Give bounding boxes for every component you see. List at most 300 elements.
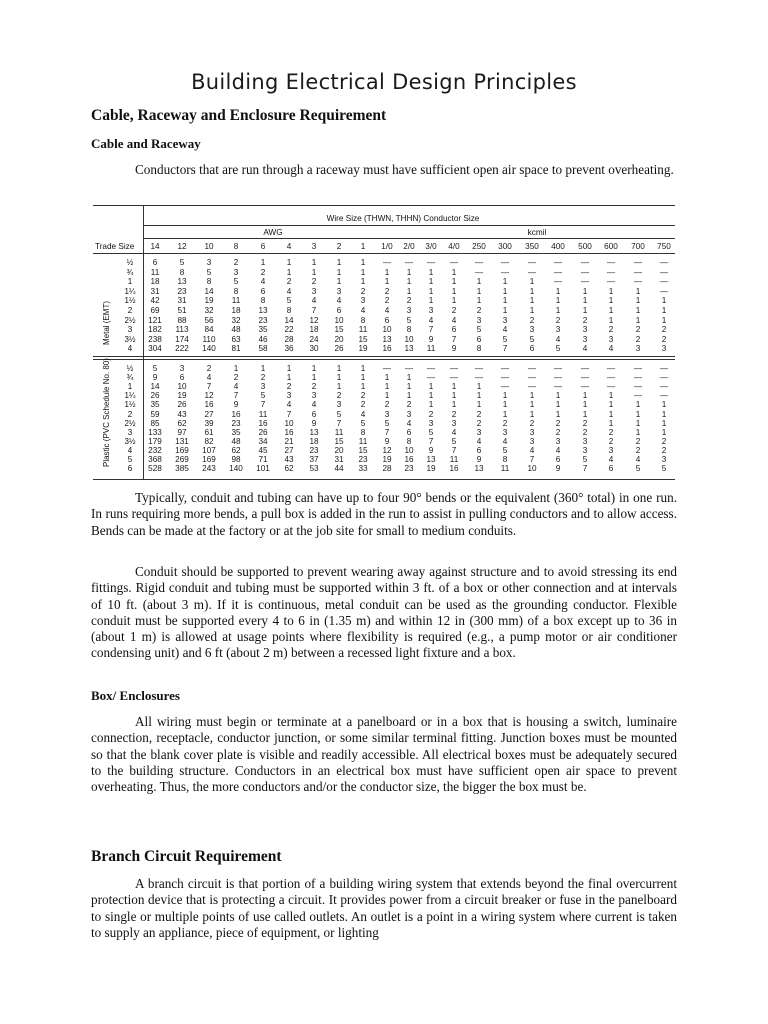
table-cell: 1 <box>635 296 641 306</box>
trade-size: ¾ <box>126 267 134 277</box>
table-cell: 62 <box>231 445 241 455</box>
table-cell: 7 <box>428 325 434 335</box>
table-cell: 4 <box>608 455 614 464</box>
trade-size: 6 <box>127 464 133 474</box>
table-cell: 4 <box>502 436 508 446</box>
table-cell: 13 <box>404 344 414 354</box>
table-cell: 15 <box>334 325 344 335</box>
table-cell: 2 <box>384 286 390 296</box>
table-cell: 1 <box>476 382 482 392</box>
table-cell: 1 <box>635 409 641 419</box>
table-cell: 1 <box>635 400 641 410</box>
table-cell: 23 <box>177 286 187 296</box>
table-cell: 2 <box>661 445 667 455</box>
table-cell: 27 <box>204 409 214 419</box>
table-cell: 3 <box>582 334 588 344</box>
table-cell: 1 <box>311 364 317 373</box>
table-cell: — <box>426 258 436 267</box>
table-cell: — <box>426 373 436 383</box>
table-cell: 6 <box>529 344 535 354</box>
table-cell: 3 <box>311 391 317 401</box>
table-cell: 1 <box>476 277 482 287</box>
table-cell: 23 <box>231 418 241 428</box>
table-cell: 19 <box>177 391 187 401</box>
table-cell: 1 <box>608 400 614 410</box>
table-cell: 13 <box>474 464 484 474</box>
table-cell: 88 <box>177 315 187 325</box>
table-cell: 19 <box>426 464 436 474</box>
table-cell: — <box>659 391 669 401</box>
table-cell: 1 <box>476 296 482 306</box>
table-cell: 48 <box>231 436 241 446</box>
table-cell: 232 <box>148 445 162 455</box>
table-cell: 16 <box>382 344 392 354</box>
table-cell: 133 <box>148 427 162 437</box>
table-cell: 9 <box>384 436 390 446</box>
table-cell: 32 <box>231 315 241 325</box>
table-cell: 1 <box>451 267 457 277</box>
table-cell: 6 <box>555 455 561 464</box>
table-cell: 1 <box>476 286 482 296</box>
table-cell: 4 <box>336 296 342 306</box>
table-cell: 6 <box>476 445 482 455</box>
table-cell: 1 <box>608 286 614 296</box>
table-cell: 5 <box>582 455 588 464</box>
table-cell: 238 <box>148 334 162 344</box>
table-cell: 1 <box>286 373 292 383</box>
table-cell: 5 <box>451 436 457 446</box>
table-cell: 6 <box>608 464 614 474</box>
table-cell: 5 <box>336 409 342 419</box>
table-cell: 3 <box>661 344 667 354</box>
table-cell: — <box>500 382 510 392</box>
table-cell: 85 <box>150 418 160 428</box>
table-cell: 27 <box>284 445 294 455</box>
table-cell: 2 <box>360 400 366 410</box>
table-cell: — <box>633 277 643 287</box>
table-cell: 22 <box>284 325 294 335</box>
table-cell: 1 <box>360 373 366 383</box>
table-cell: — <box>659 267 669 277</box>
table-cell: 304 <box>148 344 162 354</box>
table-section-divider <box>143 205 144 480</box>
table-cell: 4 <box>286 400 292 410</box>
table-cell: 4 <box>428 315 434 325</box>
table-cell: 2 <box>582 418 588 428</box>
table-cell: 9 <box>428 445 434 455</box>
table-cell: 33 <box>358 464 368 474</box>
trade-size: 2½ <box>124 418 136 428</box>
table-cell: 43 <box>177 409 187 419</box>
table-cell: 8 <box>360 315 366 325</box>
table-cell: — <box>474 364 484 373</box>
table-cell: 2 <box>661 325 667 335</box>
table-cell: 16 <box>231 409 241 419</box>
table-cell: 11 <box>358 325 368 335</box>
table-cell: 1 <box>502 306 508 315</box>
table-cell: 8 <box>502 455 508 464</box>
table-cell: 10 <box>404 334 414 344</box>
table-cell: 3 <box>502 427 508 437</box>
subsection-heading-box-enclosures: Box/ Enclosures <box>91 688 180 703</box>
trade-size: 3½ <box>124 334 136 344</box>
table-cell: 1 <box>555 409 561 419</box>
table-cell: 3 <box>406 306 412 315</box>
paragraph-raceway-airspace: Conductors that are run through a raceway must have sufficient open air space to prevent overheating. <box>135 162 674 177</box>
kcmil-label: kcmil <box>527 228 547 237</box>
table-cell: 82 <box>204 436 214 446</box>
table-cell: 1 <box>286 267 292 277</box>
table-cell: 1 <box>260 258 266 267</box>
table-cell: 1 <box>502 409 508 419</box>
table-cell: — <box>633 382 643 392</box>
table-cell: 26 <box>334 344 344 354</box>
table-cell: 37 <box>309 455 319 464</box>
table-cell: 30 <box>309 344 319 354</box>
table-cell: 8 <box>206 277 212 287</box>
table-cell: 7 <box>336 418 342 428</box>
table-cell: 18 <box>150 277 160 287</box>
table-cell: 5 <box>286 296 292 306</box>
table-cell: 98 <box>231 455 241 464</box>
table-cell: 16 <box>449 464 459 474</box>
table-cell: 16 <box>204 400 214 410</box>
table-cell: 2 <box>476 306 482 315</box>
table-cell: 113 <box>175 325 189 335</box>
table-cell: 1 <box>502 400 508 410</box>
table-cell: 12 <box>309 315 319 325</box>
table-cell: 13 <box>426 455 436 464</box>
table-cell: — <box>606 258 616 267</box>
table-cell: 8 <box>179 267 185 277</box>
table-cell: — <box>527 373 537 383</box>
column-header: 14 <box>150 242 160 251</box>
table-cell: 3 <box>476 315 482 325</box>
table-cell: 8 <box>406 325 412 335</box>
table-cell: 1 <box>608 409 614 419</box>
table-cell: 36 <box>284 344 294 354</box>
table-cell: 1 <box>582 306 588 315</box>
table-cell: 31 <box>177 296 187 306</box>
trade-size: 1¼ <box>124 286 136 296</box>
table-cell: 7 <box>502 344 508 354</box>
column-header: 250 <box>472 242 486 251</box>
table-cell: 2 <box>476 418 482 428</box>
table-cell: 2 <box>406 296 412 306</box>
table-cell: 1 <box>311 373 317 383</box>
table-cell: 1 <box>336 267 342 277</box>
table-cell: 20 <box>334 445 344 455</box>
table-cell: 3 <box>311 286 317 296</box>
table-cell: 59 <box>150 409 160 419</box>
table-cell: 3 <box>451 418 457 428</box>
table-top-rule <box>93 205 675 206</box>
table-cell: 9 <box>555 464 561 474</box>
table-cell: 1 <box>451 400 457 410</box>
table-cell: 6 <box>406 427 412 437</box>
conduit-fill-table <box>93 205 675 480</box>
table-cell: 368 <box>148 455 162 464</box>
table-cell: 4 <box>406 418 412 428</box>
table-cell: 3 <box>179 364 185 373</box>
table-cell: — <box>580 364 590 373</box>
table-cell: 6 <box>260 286 266 296</box>
table-cell: 7 <box>260 400 266 410</box>
table-cell: 1 <box>661 296 667 306</box>
table-cell: 1 <box>582 409 588 419</box>
table-cell: 1 <box>451 286 457 296</box>
trade-size: ½ <box>126 364 134 373</box>
table-cell: 2 <box>451 306 457 315</box>
trade-size: ¾ <box>126 373 134 383</box>
table-cell: 4 <box>502 325 508 335</box>
table-cell: 2 <box>451 409 457 419</box>
table-cell: 3 <box>336 286 342 296</box>
table-cell: — <box>659 258 669 267</box>
table-cell: — <box>500 364 510 373</box>
table-cell: — <box>382 258 392 267</box>
table-cell: 1 <box>529 306 535 315</box>
table-cell: 8 <box>260 296 266 306</box>
table-cell: — <box>580 258 590 267</box>
table-cell: 61 <box>204 427 214 437</box>
table-cell: 5 <box>635 464 641 474</box>
table-cell: 4 <box>260 277 266 287</box>
table-cell: 1 <box>286 364 292 373</box>
table-cell: 35 <box>231 427 241 437</box>
table-cell: 7 <box>311 306 317 315</box>
table-cell: 1 <box>406 286 412 296</box>
table-cell: 2 <box>206 364 212 373</box>
column-header: 750 <box>657 242 671 251</box>
table-cell: 1 <box>529 277 535 287</box>
table-cell: — <box>659 373 669 383</box>
table-cell: 1 <box>555 306 561 315</box>
table-cell: 8 <box>406 436 412 446</box>
column-header: 700 <box>631 242 645 251</box>
table-header-rule <box>143 225 675 226</box>
table-cell: 69 <box>150 306 160 315</box>
table-cell: 2 <box>661 436 667 446</box>
table-cell: 3 <box>529 325 535 335</box>
column-header: 350 <box>525 242 539 251</box>
table-cell: 5 <box>384 418 390 428</box>
table-cell: 3 <box>608 445 614 455</box>
table-cell: 58 <box>258 344 268 354</box>
table-cell: 23 <box>309 445 319 455</box>
table-cell: 1 <box>336 382 342 392</box>
trade-size: 4 <box>127 344 133 354</box>
table-cell: 1 <box>384 373 390 383</box>
table-cell: 2 <box>360 391 366 401</box>
table-cell: 9 <box>451 344 457 354</box>
table-cell: 1 <box>635 286 641 296</box>
paragraph-branch-circuit: A branch circuit is that portion of a building wiring system that extends beyond the final overcurrent protection device that is protecting a circuit. It provides power from a circuit breaker or fuse in the panelboard to single or multiple points of use called outlets. An outlet is a point in a wiring system where current is taken to supply an appliance, piece of equipment, or lighting <box>91 876 677 940</box>
table-cell: 107 <box>202 445 216 455</box>
table-cell: 63 <box>231 334 241 344</box>
table-cell: 101 <box>256 464 270 474</box>
table-cell: — <box>580 382 590 392</box>
table-cell: — <box>633 267 643 277</box>
table-cell: 35 <box>150 400 160 410</box>
table-cell: 11 <box>500 464 510 474</box>
table-cell: 3 <box>428 306 434 315</box>
table-cell: 16 <box>258 418 268 428</box>
table-cell: 1 <box>384 277 390 287</box>
section-divider-rule <box>93 359 675 360</box>
table-cell: 13 <box>382 334 392 344</box>
trade-size: 3½ <box>124 436 136 446</box>
table-cell: — <box>527 267 537 277</box>
table-cell: 11 <box>231 296 241 306</box>
table-cell: — <box>500 258 510 267</box>
table-cell: 5 <box>260 391 266 401</box>
table-cell: 1 <box>360 382 366 392</box>
table-cell: 32 <box>204 306 214 315</box>
table-cell: 19 <box>204 296 214 306</box>
table-cell: 1 <box>608 391 614 401</box>
table-cell: 3 <box>406 409 412 419</box>
table-header-title: Wire Size (THWN, THHN) Conductor Size <box>326 214 480 223</box>
column-header: 10 <box>204 242 214 251</box>
table-cell: 1 <box>428 277 434 287</box>
table-cell: 4 <box>360 306 366 315</box>
table-cell: 3 <box>476 427 482 437</box>
column-header: 8 <box>233 242 239 251</box>
table-cell: 62 <box>284 464 294 474</box>
table-cell: 3 <box>502 315 508 325</box>
table-cell: 2 <box>260 267 266 277</box>
table-cell: 5 <box>529 334 535 344</box>
table-cell: 7 <box>451 334 457 344</box>
table-cell: 3 <box>555 436 561 446</box>
table-cell: — <box>606 364 616 373</box>
table-cell: 1 <box>428 391 434 401</box>
paragraph-conduit-bends: Typically, conduit and tubing can have up to four 90° bends or the equivalent (360° total) in one run. In runs requiring more bends, a pull box is added in the run to assist in pulling conductors and to allow access. Bends can be made at the factory or at the job site for small to medium conduits. <box>91 490 677 538</box>
table-cell: 2 <box>529 315 535 325</box>
table-cell: — <box>553 267 563 277</box>
table-cell: 3 <box>555 325 561 335</box>
table-cell: 42 <box>150 296 160 306</box>
table-cell: 1 <box>661 306 667 315</box>
trade-size: 2½ <box>124 315 136 325</box>
table-cell: 35 <box>258 325 268 335</box>
column-header: 3/0 <box>425 242 437 251</box>
table-cell: — <box>580 373 590 383</box>
table-cell: 110 <box>202 334 216 344</box>
table-cell: 1 <box>384 267 390 277</box>
table-cell: 5 <box>206 267 212 277</box>
table-cell: 10 <box>177 382 187 392</box>
table-cell: 48 <box>231 325 241 335</box>
column-header: 1 <box>360 242 366 251</box>
table-cell: — <box>449 258 459 267</box>
table-cell: 3 <box>661 455 667 464</box>
table-cell: 11 <box>449 455 459 464</box>
table-cell: 31 <box>150 286 160 296</box>
table-cell: — <box>553 364 563 373</box>
table-cell: 26 <box>177 400 187 410</box>
table-cell: 1 <box>529 400 535 410</box>
table-cell: 1 <box>336 373 342 383</box>
table-cell: 3 <box>635 344 641 354</box>
column-header: 6 <box>260 242 266 251</box>
table-cell: 1 <box>661 427 667 437</box>
table-cell: 6 <box>384 315 390 325</box>
table-cell: 1 <box>360 258 366 267</box>
trade-size: 1 <box>127 277 133 287</box>
table-cell: — <box>474 258 484 267</box>
table-cell: 1 <box>635 418 641 428</box>
table-cell: 1 <box>661 400 667 410</box>
table-cell: 121 <box>148 315 162 325</box>
table-cell: 1 <box>360 267 366 277</box>
table-cell: 13 <box>258 306 268 315</box>
table-cell: 19 <box>382 455 392 464</box>
table-cell: 1 <box>529 409 535 419</box>
table-cell: — <box>527 382 537 392</box>
table-cell: 1 <box>635 427 641 437</box>
table-cell: 1 <box>428 382 434 392</box>
table-cell: — <box>606 373 616 383</box>
table-cell: 269 <box>175 455 189 464</box>
table-cell: 1 <box>502 286 508 296</box>
table-cell: — <box>500 373 510 383</box>
table-cell: 2 <box>635 334 641 344</box>
table-cell: 1 <box>336 364 342 373</box>
table-cell: — <box>404 258 414 267</box>
table-cell: 2 <box>406 400 412 410</box>
table-cell: 3 <box>582 445 588 455</box>
table-cell: 385 <box>175 464 189 474</box>
table-cell: 1 <box>555 286 561 296</box>
table-cell: 1 <box>311 267 317 277</box>
table-cell: 4 <box>451 315 457 325</box>
table-cell: 53 <box>309 464 319 474</box>
table-cell: 3 <box>260 382 266 392</box>
table-cell: 2 <box>555 427 561 437</box>
table-cell: — <box>527 364 537 373</box>
column-header: 300 <box>498 242 512 251</box>
table-cell: 2 <box>311 277 317 287</box>
table-cell: 97 <box>177 427 187 437</box>
table-cell: — <box>659 364 669 373</box>
table-cell: 4 <box>311 296 317 306</box>
table-cell: 1 <box>529 391 535 401</box>
table-cell: 19 <box>358 344 368 354</box>
table-cell: 2 <box>582 315 588 325</box>
table-cell: 1 <box>555 391 561 401</box>
table-cell: 179 <box>148 436 162 446</box>
table-cell: 1 <box>502 296 508 306</box>
table-cell: 1 <box>451 391 457 401</box>
table-cell: 4 <box>635 455 641 464</box>
table-cell: 31 <box>334 455 344 464</box>
table-cell: — <box>449 364 459 373</box>
table-cell: 2 <box>428 409 434 419</box>
table-cell: 7 <box>286 409 292 419</box>
table-cell: 11 <box>150 267 160 277</box>
table-cell: 11 <box>426 344 436 354</box>
table-cell: — <box>633 364 643 373</box>
table-cell: 10 <box>284 418 294 428</box>
table-cell: 16 <box>404 455 414 464</box>
table-cell: 4 <box>451 427 457 437</box>
table-cell: — <box>426 364 436 373</box>
table-cell: 5 <box>406 315 412 325</box>
table-cell: 6 <box>179 373 185 383</box>
table-cell: 9 <box>152 373 158 383</box>
